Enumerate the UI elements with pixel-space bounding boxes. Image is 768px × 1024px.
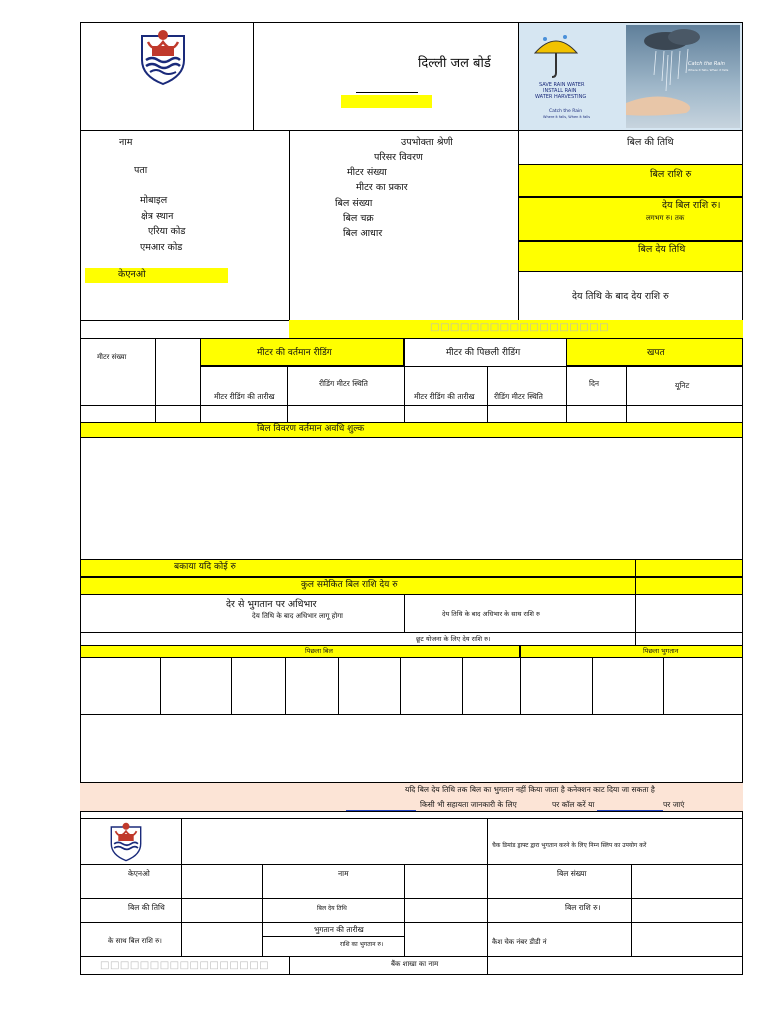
meter-type-label: मीटर का प्रकार — [356, 182, 408, 193]
units-col: यूनिट — [675, 381, 690, 390]
zone-label: क्षेत्र स्थान — [141, 211, 174, 222]
info-strip-text: □□□□□□□□□□□□□□□□□□ — [430, 322, 610, 333]
kno-label: केएनओ — [118, 269, 146, 280]
receipt-bill-no-label: बिल संख्या — [557, 869, 587, 878]
late-payment-sub: देय तिथि के बाद अधिभार लागू होगा — [252, 612, 343, 620]
area-code-label: एरिया कोड — [148, 226, 186, 237]
late-payment-title: देर से भुगतान पर अधिभार — [226, 599, 317, 610]
payable-label: देय बिल राशि रु। — [662, 200, 721, 211]
total-row — [80, 577, 743, 595]
after-due-with-surcharge: देय तिथि के बाद अधिभार के साथ राशि रु — [442, 610, 540, 618]
receipt-kno-label: केएनओ — [128, 869, 150, 878]
address-label: पता — [134, 165, 148, 176]
banner-catch-sub: Where it falls, When it falls — [543, 115, 591, 119]
receipt-bill-date-label: बिल की तिथि — [128, 903, 165, 912]
bill-date-label: बिल की तिथि — [627, 137, 674, 148]
due-date-field — [518, 241, 743, 272]
header-highlight-field — [341, 95, 432, 108]
total-label: कुल समेकित बिल राशि देय रु — [301, 580, 398, 590]
receipt-bank-label: बैंक शाखा का नाम — [391, 960, 439, 968]
previous-reading-col: मीटर की पिछली रीडिंग — [446, 348, 521, 358]
banner-right-sub: Where it falls, When it falls — [688, 68, 729, 72]
previous-date-col: मीटर रीडिंग की तारीख — [414, 392, 475, 401]
meter-no-col: मीटर संख्या — [97, 353, 127, 361]
name-label: नाम — [119, 137, 133, 148]
meter-no-label: मीटर संख्या — [347, 167, 387, 178]
banner-catch: Catch the Rain — [549, 109, 583, 114]
notice-call: पर कॉल करें या — [552, 800, 595, 809]
banner-right-title: Catch the Rain — [688, 61, 725, 67]
current-status-col: रीडिंग मीटर स्थिति — [319, 379, 368, 388]
receipt-with-amount-label: के साथ बिल राशि रु। — [108, 937, 162, 945]
receipt-cheque-no-label: कैश चेक नंबर डीडी नं — [492, 938, 547, 946]
cloud-rain-hands-icon — [626, 25, 740, 128]
receipt-garbled: □□□□□□□□□□□□□□□□□ — [100, 960, 270, 971]
premises-label: परिसर विवरण — [374, 152, 423, 163]
after-due-label: देय तिथि के बाद देय राशि रु — [572, 291, 669, 302]
days-col: दिन — [589, 379, 600, 388]
bill-basis-label: बिल आधार — [343, 228, 383, 239]
current-date-col: मीटर रीडिंग की तारीख — [214, 392, 275, 401]
notice-visit: पर जाएं — [663, 800, 685, 809]
bill-amount-label: बिल राशि रु — [650, 169, 692, 180]
bill-amount-field — [518, 164, 743, 197]
arrears-label: बकाया यदि कोई रु — [174, 562, 236, 572]
due-date-label: बिल देय तिथि — [638, 244, 686, 255]
prev-payments-label: पिछला भुगतान — [643, 647, 679, 655]
mr-code-label: एमआर कोड — [140, 242, 183, 253]
prev-bills-label: पिछला बिल — [305, 647, 333, 655]
bill-cycle-label: बिल चक्र — [343, 213, 374, 224]
category-label: उपभोक्ता श्रेणी — [401, 137, 453, 148]
prev-payments-header — [520, 645, 743, 658]
banner-line-2: INSTALL RAIN — [543, 88, 577, 94]
djb-logo — [134, 26, 192, 86]
umbrella-icon — [531, 33, 581, 78]
consumption-col: खपत — [647, 348, 665, 358]
rebate-label: छूट योजना के लिए देय राशि रु। — [416, 635, 491, 643]
kno-field — [85, 268, 228, 283]
banner-photo — [626, 25, 740, 128]
cheque-note: चैक डिमांड ड्राफ्ट द्वारा भुगतान करने के लिए निम्न स्लिप का उपयोग करें — [492, 842, 647, 849]
charges-header-label: बिल विवरण वर्तमान अवधि शुल्क — [257, 424, 365, 434]
org-name: दिल्ली जल बोर्ड — [418, 56, 491, 71]
banner-line-3: WATER HARVESTING — [535, 94, 587, 100]
receipt-due-date-label: बिल देय तिथि — [317, 905, 347, 912]
current-reading-col: मीटर की वर्तमान रीडिंग — [257, 348, 332, 358]
notice-line-2: किसी भी सहायता जानकारी के लिए — [420, 800, 517, 809]
previous-status-col: रीडिंग मीटर स्थिति — [494, 392, 543, 401]
charges-header — [80, 422, 743, 438]
bill-no-label: बिल संख्या — [335, 198, 373, 209]
mobile-label: मोबाइल — [140, 195, 168, 206]
rain-banner — [519, 23, 742, 130]
djb-logo-small — [103, 820, 149, 862]
notice-line-1: यदि बिल देय तिथि तक बिल का भुगतान नहीं किया जाता है कनेक्शन काट दिया जा सकता है — [405, 785, 655, 794]
receipt-name-label: नाम — [338, 869, 349, 878]
receipt-amount-paid-label: राशि का भुगतान रु। — [340, 941, 384, 948]
prev-bills-header — [80, 645, 520, 658]
approx-label: लगभग रु। तक — [646, 214, 685, 222]
receipt-bill-amount-label: बिल राशि रु। — [565, 903, 601, 912]
banner-line-1: SAVE RAIN WATER — [539, 82, 585, 88]
receipt-payment-date-label: भुगतान की तारीख — [314, 925, 364, 934]
